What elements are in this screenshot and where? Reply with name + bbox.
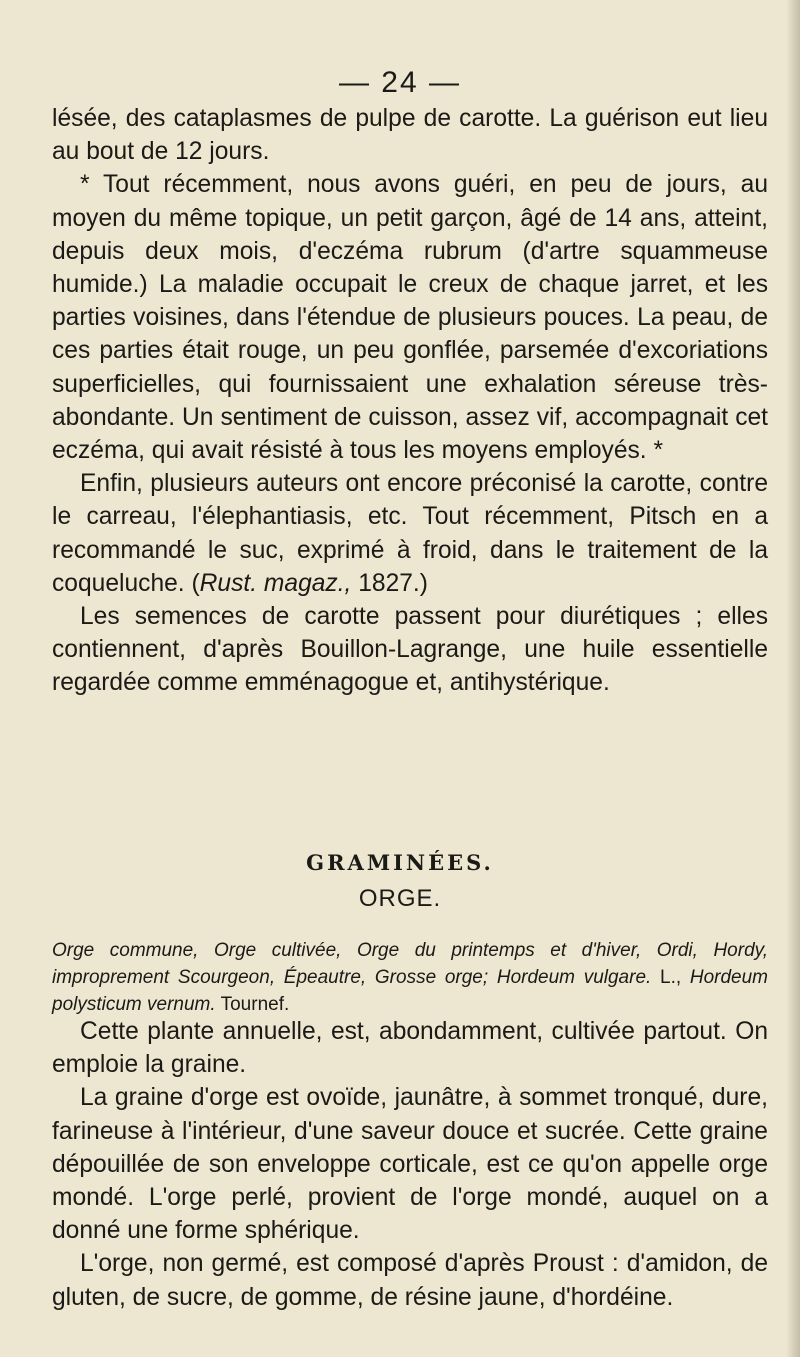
page-number: — 24 —: [338, 66, 462, 99]
paragraph-2: * Tout récemment, nous avons guéri, en peu de jours, au moyen du même topique, un petit garçon, âgé de 14 ans, atteint, depuis deux mois, d'eczéma rubrum (d'artre squammeuse humide.) La maladie occupait le creux de chaque jarret, et les parties voisines, dans l'étendue de plusieurs pouces. La peau, de ces parties était rouge, un peu gonflée, parsemée d'excoriations superficielles, qui fournissaient une exhalation séreuse très-abondante. Un sentiment de cuisson, assez vif, accompagnait cet eczéma, qui avait résisté à tous les moyens employés. *: [52, 171, 768, 465]
paragraph-3-text: Enfin, plusieurs auteurs ont encore préconisé la carotte, contre le carreau, l'élephantiasis, etc. Tout récemment, Pitsch en a recommandé le suc, exprimé à froid, dans le traitement de la coqueluche.: [52, 470, 768, 597]
paragraph-6: La graine d'orge est ovoïde, jaunâtre, à sommet tronqué, dure, farineuse à l'intérieur, d'une saveur douce et sucrée. Cette graine dépouillée de son enveloppe corticale, est ce qu'on appelle orge mondé. L'orge perlé, provient de l'orge mondé, auquel on a donné une forme sphérique.: [52, 1084, 768, 1245]
body-text-bottom: [52, 1015, 768, 1314]
paragraph-4: Les semences de carotte passent pour diurétiques ; elles contiennent, d'après Bouillon-Lagrange, une huile essentielle regardée comme emménagogue et, antihystérique.: [52, 603, 768, 697]
synonyms-author-2: Tournef.: [215, 994, 290, 1015]
page-edge-shadow: [786, 0, 800, 1357]
synonyms-author: L.,: [651, 967, 690, 988]
citation-source: Rust. magaz.,: [199, 569, 352, 597]
paragraph-1: lésée, des cataplasmes de pulpe de carotte. La guérison eut lieu au bout de 12 jours.: [52, 105, 768, 166]
citation-year: 1827.): [351, 569, 428, 597]
body-text-top: [52, 102, 768, 700]
section-title-block: [0, 850, 800, 913]
synonyms-paragraph: [52, 937, 768, 1018]
sub-heading: ORGE.: [358, 885, 442, 912]
paragraph-7: L'orge, non germé, est composé d'après Proust : d'amidon, de gluten, de sucre, de gomme, de résine jaune, d'hordéine.: [52, 1250, 768, 1311]
paragraph-3: [52, 467, 768, 600]
synonyms-italic-2: Hordeum polysticum vernum.: [52, 967, 768, 1015]
citation-open: (: [184, 569, 200, 597]
paragraph-5: Cette plante annuelle, est, abondamment, cultivée partout. On emploie la graine.: [52, 1018, 768, 1079]
section-heading: GRAMINÉES.: [306, 850, 494, 875]
synonyms-italic: Orge commune, Orge cultivée, Orge du printemps et d'hiver, Ordi, Hordy, improprement Scourgeon, Épeautre, Grosse orge; Hordeum vulgare.: [52, 940, 768, 988]
